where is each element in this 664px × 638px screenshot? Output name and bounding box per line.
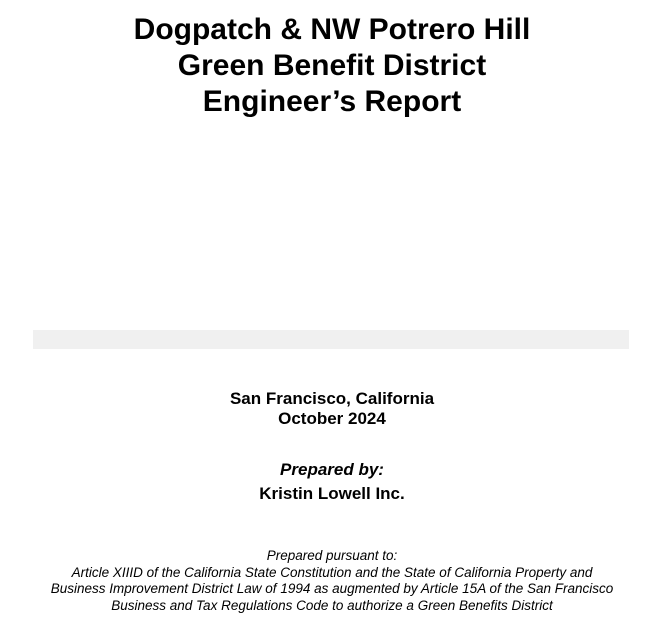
gray-divider-band [33, 330, 629, 349]
location-date-block [0, 389, 664, 429]
pursuant-line: Business and Tax Regulations Code to authorize a Green Benefits District [111, 597, 553, 613]
pursuant-line: Business Improvement District Law of 1994 as augmented by Article 15A of the San Francisco [50, 581, 614, 596]
pursuant-heading: Prepared pursuant to: [266, 548, 398, 563]
legal-authority-statement [0, 548, 664, 614]
report-title [0, 12, 664, 120]
preparer-name: Kristin Lowell Inc. [259, 484, 405, 503]
report-date: October 2024 [278, 409, 386, 428]
prepared-by-label: Prepared by: [280, 460, 384, 479]
title-line-district-name: Green Benefit District [177, 49, 487, 82]
title-line-report-type: Engineer’s Report [202, 85, 462, 118]
title-line-district-area: Dogpatch & NW Potrero Hill [133, 13, 531, 46]
location-text: San Francisco, California [229, 389, 435, 408]
pursuant-line: Article XIIID of the California State Constitution and the State of California Property and [71, 564, 593, 580]
